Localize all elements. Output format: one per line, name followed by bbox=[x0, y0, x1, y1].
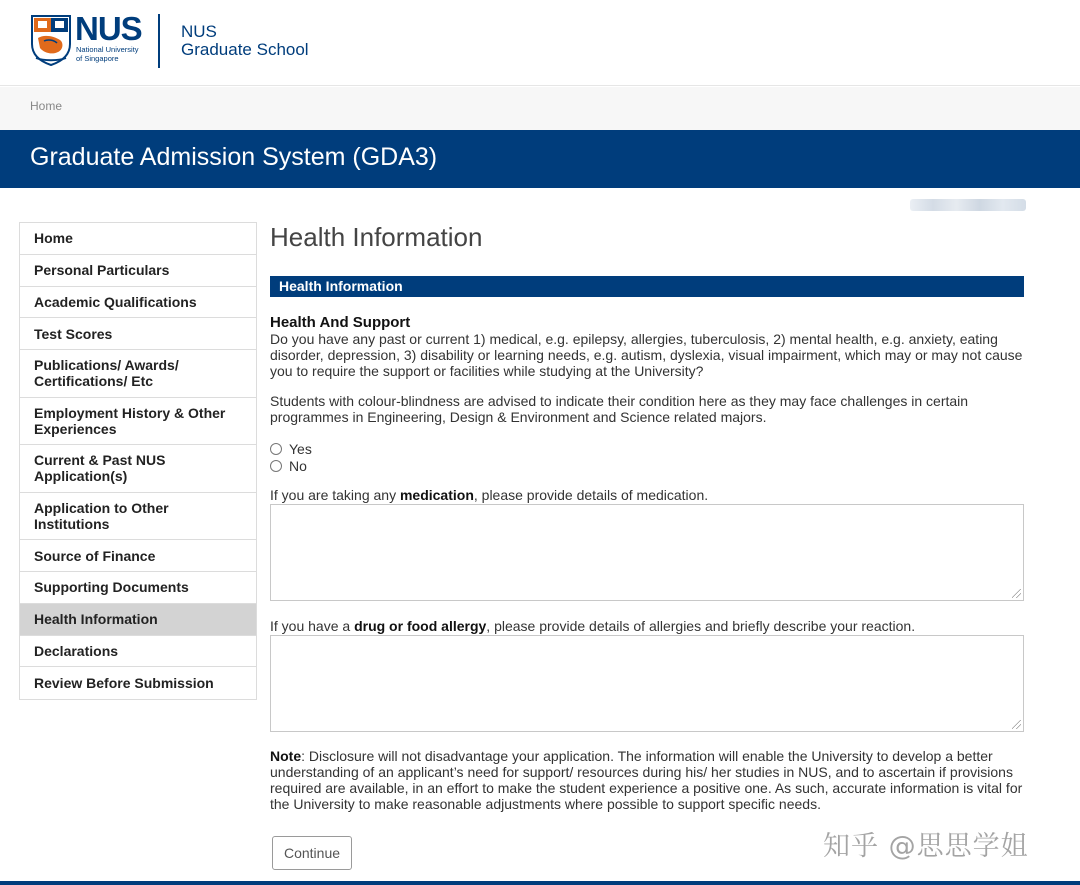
note-label: Note bbox=[270, 748, 302, 764]
allergy-label-post: , please provide details of allergies and briefly describe your reaction. bbox=[486, 618, 916, 634]
medication-label-bold: medication bbox=[399, 487, 474, 503]
graduate-school-line2: Graduate School bbox=[181, 40, 309, 59]
nus-crest-icon[interactable] bbox=[30, 14, 72, 66]
nus-logo-subtitle bbox=[76, 45, 139, 63]
note-text: : Disclosure will not disadvantage your application. The information will enable the University to develop a better understanding of an applicant’s need for support/ resources during his/ her studies in NUS, and to ascertain if provisions required are available, in an effort to make the student experience a positive one. As such, accurate information is vital for the University to make reasonable adjustments where possible to support specific needs. bbox=[270, 748, 1023, 812]
sidebar-item-review-before-submission[interactable]: Review Before Submission bbox=[20, 667, 256, 699]
nus-logo-subtitle-line2: of Singapore bbox=[76, 54, 119, 63]
radio-option-no[interactable] bbox=[270, 457, 1024, 474]
radio-no-input[interactable] bbox=[270, 460, 282, 472]
graduate-school-line1: NUS bbox=[181, 22, 217, 41]
resize-grip-icon[interactable] bbox=[1012, 589, 1021, 598]
system-banner bbox=[0, 130, 1080, 188]
medication-label-post: , please provide details of medication. bbox=[473, 487, 709, 503]
allergy-label bbox=[270, 618, 1024, 634]
main-content bbox=[270, 222, 1024, 870]
sidebar-item-publications[interactable]: Publications/ Awards/ Certifications/ Etc bbox=[20, 350, 256, 398]
watermark-text: 知乎 @思思学姐 bbox=[823, 831, 1029, 862]
sidebar-item-health-information[interactable]: Health Information bbox=[20, 604, 256, 636]
footer-strip bbox=[0, 881, 1080, 885]
radio-option-yes[interactable] bbox=[270, 440, 1024, 457]
continue-button[interactable]: Continue bbox=[272, 836, 352, 870]
radio-yes-input[interactable] bbox=[270, 443, 282, 455]
colour-blindness-note: Students with colour-blindness are advised to indicate their condition here as they may face challenges in certain programmes in Engineering, Design & Environment and Science related majors. bbox=[270, 393, 969, 425]
allergy-textarea[interactable] bbox=[270, 635, 1024, 732]
health-support-heading: Health And Support bbox=[270, 314, 411, 331]
breadcrumb-home-link[interactable]: Home bbox=[30, 99, 63, 113]
allergy-label-pre: If you have a bbox=[270, 618, 355, 634]
sidebar-item-employment-history[interactable]: Employment History & Other Experiences bbox=[20, 398, 256, 446]
radio-yes-label: Yes bbox=[289, 440, 312, 457]
medication-textarea[interactable] bbox=[270, 504, 1024, 601]
section-header: Health Information bbox=[270, 276, 1024, 297]
resize-grip-icon[interactable] bbox=[1012, 720, 1021, 729]
sidebar-item-other-institutions[interactable]: Application to Other Institutions bbox=[20, 493, 256, 541]
page-title: Health Information bbox=[270, 222, 483, 252]
sidebar-item-academic-qualifications[interactable]: Academic Qualifications bbox=[20, 287, 256, 319]
nus-logo-word: NUS bbox=[75, 10, 142, 47]
sidebar-item-source-of-finance[interactable]: Source of Finance bbox=[20, 540, 256, 572]
health-radio-group bbox=[270, 440, 1024, 474]
sidebar-item-declarations[interactable]: Declarations bbox=[20, 636, 256, 668]
health-question-text: Do you have any past or current 1) medical, e.g. epilepsy, allergies, tuberculosis, 2) mental health, e.g. anxiety, eating disorder, depression, 3) disability or learning needs, e.g. autism, dyslexia, visual impairment, which may or may not cause you to require the support or facilities while studying at the University? bbox=[270, 331, 1023, 379]
sidebar-item-supporting-documents[interactable]: Supporting Documents bbox=[20, 572, 256, 604]
allergy-label-bold: drug or food allergy bbox=[354, 618, 487, 634]
site-header bbox=[0, 0, 1080, 86]
user-name-blurred bbox=[910, 199, 1026, 211]
logo-divider bbox=[158, 14, 160, 68]
radio-no-label: No bbox=[289, 457, 307, 474]
system-title: Graduate Admission System (GDA3) bbox=[30, 143, 438, 171]
sidebar-item-home[interactable]: Home bbox=[20, 223, 256, 255]
disclosure-note bbox=[270, 748, 1024, 812]
sidebar-item-personal-particulars[interactable]: Personal Particulars bbox=[20, 255, 256, 287]
sidebar-item-nus-applications[interactable]: Current & Past NUS Application(s) bbox=[20, 445, 256, 493]
sidebar-item-test-scores[interactable]: Test Scores bbox=[20, 318, 256, 350]
breadcrumb bbox=[0, 87, 1080, 130]
sidebar-nav bbox=[19, 222, 257, 700]
nus-logo-subtitle-line1: National University bbox=[76, 45, 139, 54]
medication-label-pre: If you are taking any bbox=[270, 487, 400, 503]
medication-label bbox=[270, 487, 1024, 503]
